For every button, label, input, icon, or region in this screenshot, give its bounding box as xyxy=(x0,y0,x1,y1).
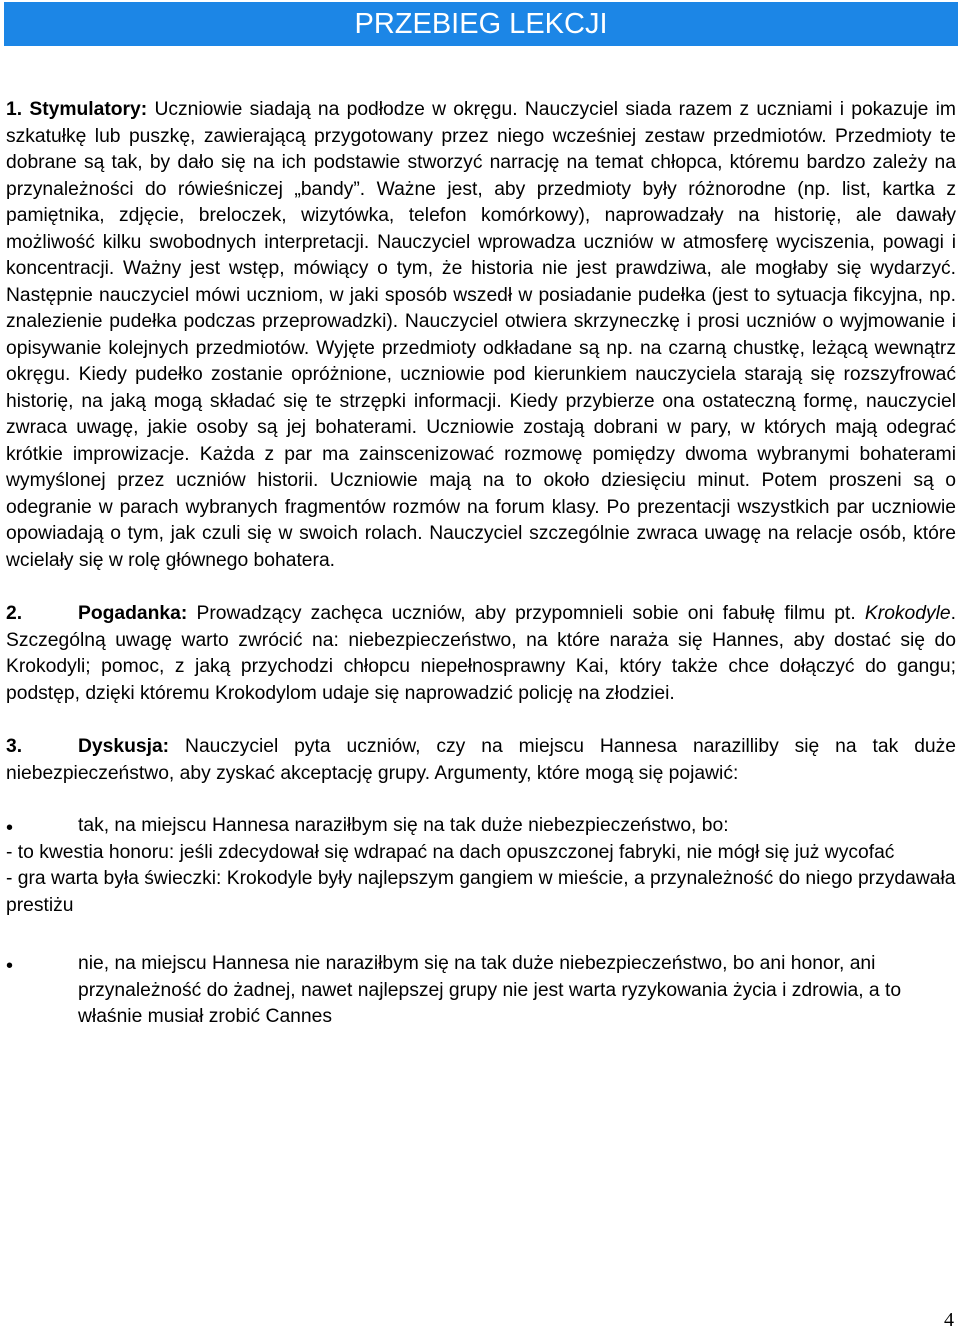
section-body: Nauczyciel pyta uczniów, czy na miejscu Hannesa narazilliby się na tak duże niebezpieczeństwo, aby zyskać akceptację grupy. Argumenty, które mogą się pojawić: xyxy=(6,736,956,784)
section-body-continued: . Szczególną uwagę warto zwrócić na: niebezpieczeństwo, na które naraża się Hannes, aby dostać się do Krokodyli; pomoc, z jaką przychodzi chłopcu niepełnosprawny Kai, który także chce dołączyć do gangu; podstęp, dzięki któremu Krokodylom udaje się naprowadzić policję na złodziei. xyxy=(6,603,957,704)
page-title: PRZEBIEG LEKCJI xyxy=(4,2,958,46)
sub-argument: - gra warta była świeczki: Krokodyle były najlepszym gangiem w mieście, a przynależność do niego przydawała prestiżu xyxy=(6,868,956,916)
section-number: 1. xyxy=(6,99,23,120)
film-title: Krokodyle xyxy=(864,603,951,624)
lesson-content xyxy=(6,97,956,1031)
bullet-item xyxy=(6,805,956,840)
section-body: Uczniowie siadają na podłodze w okręgu. Nauczyciel siada razem z uczniami i pokazuje im szkatułkę lub puszkę, zawierającą przygotowany przez niego wcześniej zestaw przedmiotów. Przedmioty te dobrane są tak, by dało się na ich podstawie stworzyć narrację na temat chłopca, któremu bardzo zależy na przynależności do rówieśniczej „bandy”. Ważne jest, aby przedmioty były różnorodne (np. list, kartka z pamiętnika, zdjęcie, breloczek, wizytówka, telefon komórkowy), naprowadzały na historię, ale dawały możliwość kilku swobodnych interpretacji. Nauczyciel wprowadza uczniów w atmosferę wyciszenia, powagi i koncentracji. Ważny jest wstęp, mówiący o tym, że historia nie jest prawdziwa, ale mogłaby się wydarzyć. Następnie nauczyciel mówi uczniom, w jaki sposób wszedł w posiadanie pudełka (jest to sytuacja fikcyjna, np. znalezienie pudełka podczas przeprowadzki). Nauczyciel otwiera skrzyneczkę i prosi uczniów o wyjmowanie i opisywanie kolejnych przedmiotów. Wyjęte przedmioty odkładane są np. na czarną chustkę, leżącą wewnątrz okręgu. Kiedy pudełko zostanie opróżnione, uczniowie pod kierunkiem nauczyciela starają się rozszyfrować historię, na jaką mogą składać się te strzępki informacji. Kiedy przybierze ona ostateczną formę, nauczyciel zwraca uwagę, jakie osoby są jej bohaterami. Uczniowie zostają dobrani w pary, w których mają odegrać krótkie improwizacje. Każda z par ma zainscenizować rozmowę pomiędzy dwoma wybranymi bohaterami wymyślonej przez uczniów historii. Uczniowie mają na to około dziesięciu minut. Potem proszeni są o odegranie w parach wybranych fragmentów rozmów na forum klasy. Po prezentacji wszystkich par uczniowie opowiadają o tym, jak czuli się w swoich rolach. Nauczyciel szczególnie zwraca uwagę na relacje osób, które wcielały się w rolę głównego bohatera. xyxy=(6,99,956,571)
sub-argument: - to kwestia honoru: jeśli zdecydował się wdrapać na dach opuszczonej fabryki, nie mógł się już wycofać xyxy=(6,841,895,863)
section-lead: Pogadanka: xyxy=(78,603,188,624)
section-pogadanka xyxy=(6,601,956,707)
bullet-text: nie, na miejscu Hannesa nie naraziłbym się na tak duże niebezpieczeństwo, bo ani honor, ani przynależność do żadnej, nawet najlepszej grupy nie jest warta ryzykowania życia i zdrowia, a to właśnie musiał zrobić Cannes xyxy=(78,953,902,1027)
section-number: 3. xyxy=(6,736,23,757)
section-body: Prowadzący zachęca uczniów, aby przypomnieli sobie oni fabułę filmu pt. xyxy=(196,603,856,624)
section-lead: Dyskusja: xyxy=(78,736,170,757)
section-stymulatory xyxy=(6,97,956,574)
section-dyskusja xyxy=(6,734,956,787)
bullet-icon: • xyxy=(6,817,14,839)
bullet-item xyxy=(6,941,956,1031)
page-number: 4 xyxy=(944,1309,954,1331)
section-lead: Stymulatory: xyxy=(29,99,148,120)
bullet-text: tak, na miejscu Hannesa naraziłbym się na tak duże niebezpieczeństwo, bo: xyxy=(78,815,729,836)
bullet-icon: • xyxy=(6,955,14,977)
section-number: 2. xyxy=(6,603,23,624)
